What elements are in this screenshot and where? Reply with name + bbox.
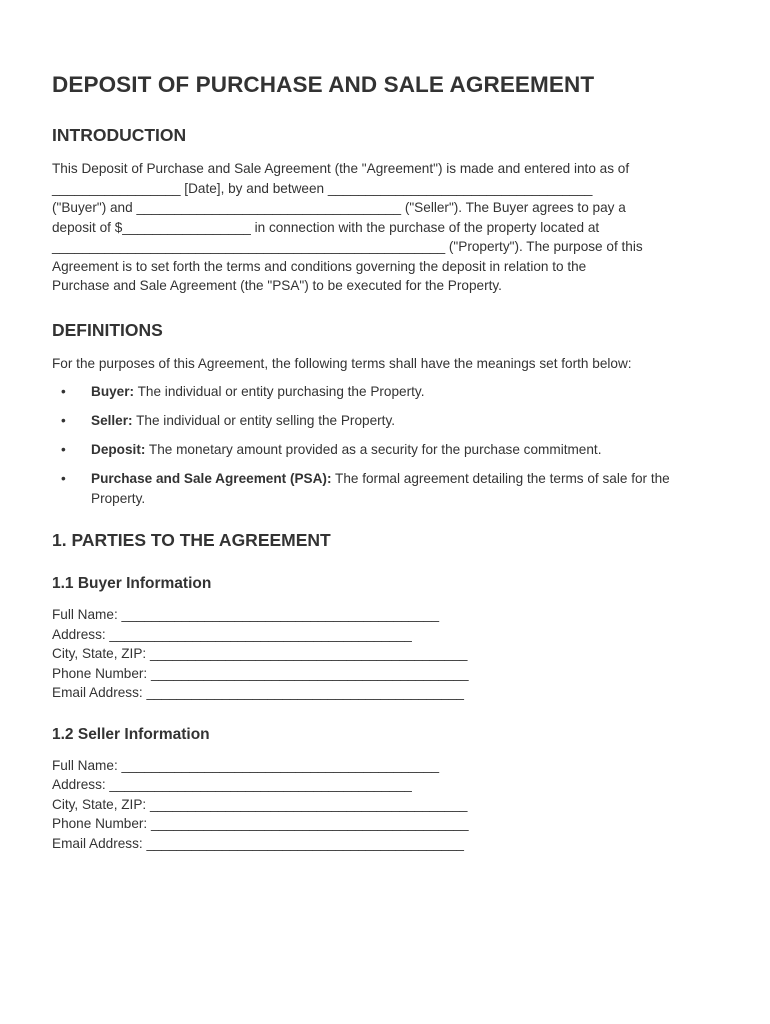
introduction-heading: INTRODUCTION	[52, 125, 187, 145]
definition-text: The individual or entity selling the Property.	[132, 413, 396, 428]
seller-email-field[interactable]: Email Address: __________________________________________	[52, 835, 464, 851]
buyer-info-heading: 1.1 Buyer Information	[52, 575, 212, 592]
introduction-line: This Deposit of Purchase and Sale Agreement (the "Agreement") is made and entered into as of	[52, 161, 630, 176]
definition-term: Seller:	[91, 413, 133, 428]
seller-fields	[52, 756, 720, 854]
introduction-line: ____________________________________________________ ("Property"). The purpose of this	[52, 239, 643, 254]
bullet-icon: •	[61, 471, 66, 486]
seller-full-name-field[interactable]: Full Name: __________________________________________	[52, 757, 440, 773]
definition-item	[52, 469, 720, 508]
bullet-icon: •	[61, 442, 66, 457]
introduction-line: Purchase and Sale Agreement (the "PSA") to be executed for the Property.	[52, 278, 502, 293]
seller-city-state-zip-field[interactable]: City, State, ZIP: __________________________________________	[52, 796, 468, 812]
buyer-city-state-zip-field[interactable]: City, State, ZIP: __________________________________________	[52, 646, 468, 661]
seller-address-field[interactable]: Address: ________________________________________	[52, 777, 412, 792]
definition-text: The formal agreement detailing the terms of sale for the Property.	[91, 471, 670, 506]
buyer-address-field[interactable]: Address: ________________________________________	[52, 626, 412, 642]
introduction-line: ("Buyer") and ___________________________________ ("Seller"). The Buyer agrees to pay a	[52, 200, 626, 215]
definition-item	[52, 411, 720, 431]
definition-item	[52, 382, 720, 402]
introduction-paragraph	[52, 159, 720, 296]
definition-term: Buyer:	[91, 384, 135, 399]
parties-heading: 1. PARTIES TO THE AGREEMENT	[52, 530, 331, 550]
buyer-email-field[interactable]: Email Address: __________________________________________	[52, 685, 464, 700]
introduction-line: Agreement is to set forth the terms and conditions governing the deposit in relation to the	[52, 258, 587, 274]
buyer-phone-field[interactable]: Phone Number: __________________________________________	[52, 665, 469, 681]
buyer-fields	[52, 605, 720, 703]
introduction-line: _________________ [Date], by and between ___________________________________	[52, 180, 593, 196]
definitions-heading: DEFINITIONS	[52, 319, 163, 340]
document-content	[52, 68, 720, 853]
definition-text: The individual or entity purchasing the Property.	[134, 384, 425, 399]
definition-text: The monetary amount provided as a security for the purchase commitment.	[145, 442, 602, 457]
buyer-full-name-field[interactable]: Full Name: __________________________________________	[52, 607, 440, 622]
seller-info-heading: 1.2 Seller Information	[52, 725, 210, 743]
definition-item	[52, 440, 720, 460]
introduction-line: deposit of $_________________ in connection with the purchase of the property located at	[52, 219, 600, 235]
bullet-icon: •	[61, 384, 66, 399]
bullet-icon: •	[61, 413, 66, 428]
definition-term: Purchase and Sale Agreement (PSA):	[91, 471, 332, 486]
document-title: DEPOSIT OF PURCHASE AND SALE AGREEMENT	[52, 72, 595, 97]
seller-phone-field[interactable]: Phone Number: __________________________________________	[52, 816, 469, 831]
definition-term: Deposit:	[91, 442, 146, 457]
definitions-intro: For the purposes of this Agreement, the following terms shall have the meanings set forth below:	[52, 355, 632, 371]
definitions-list	[52, 382, 720, 508]
